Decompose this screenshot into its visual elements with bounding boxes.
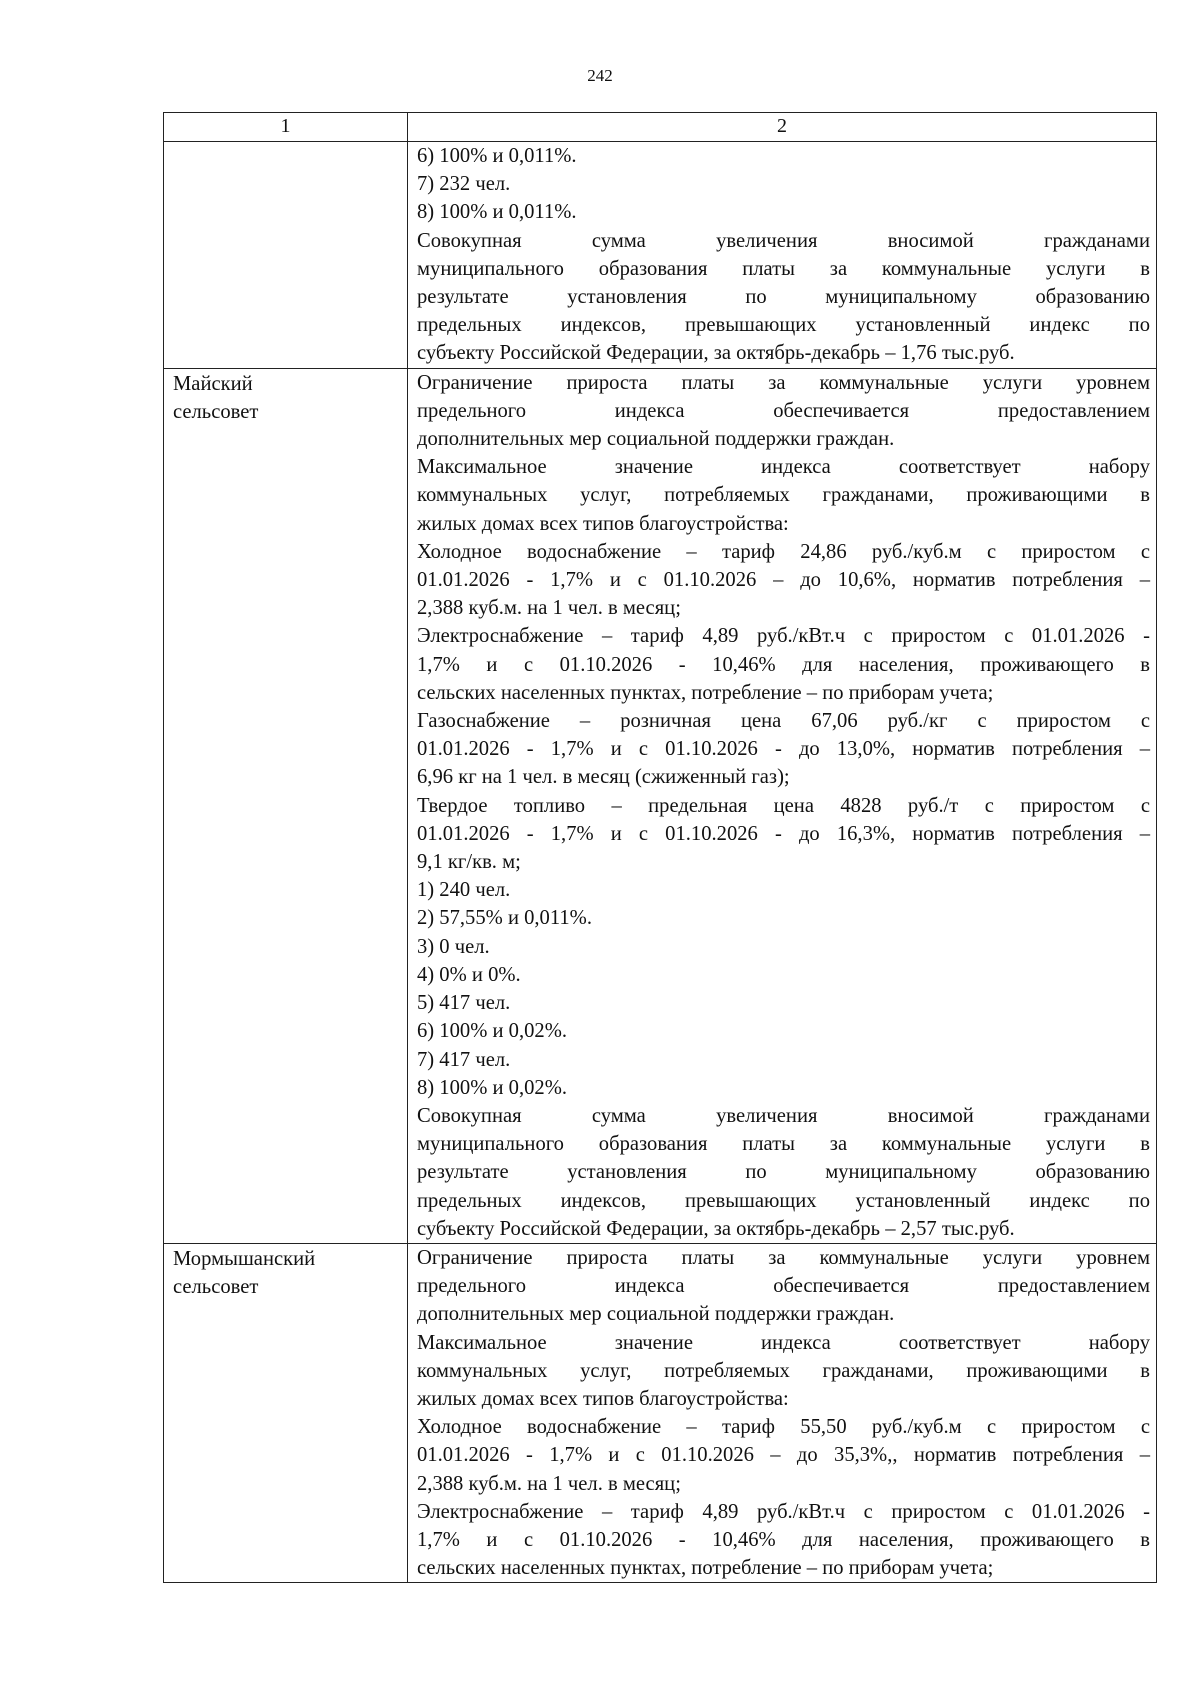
text-line: результате установления по муниципальному образованию bbox=[417, 1161, 1150, 1184]
text-line: Холодное водоснабжение – тариф 24,86 руб./куб.м с приростом с bbox=[417, 540, 1150, 563]
text-line: 6,96 кг на 1 чел. в месяц (сжиженный газ); bbox=[417, 766, 790, 789]
text-line: 01.01.2026 - 1,7% и с 01.10.2026 – до 10,6%, норматив потребления – bbox=[417, 569, 1150, 592]
text-line: предельных индексов, превышающих установленный индекс по bbox=[417, 1189, 1150, 1212]
text-line: Совокупная сумма увеличения вносимой гражданами bbox=[417, 229, 1150, 252]
text-line: коммунальных услуг, потребляемых гражданами, проживающими в bbox=[417, 1359, 1150, 1382]
header-col-1: 1 bbox=[164, 113, 408, 142]
text-line: Холодное водоснабжение – тариф 55,50 руб./куб.м с приростом с bbox=[417, 1416, 1150, 1439]
text-line: результате установления по муниципальному образованию bbox=[417, 286, 1150, 309]
text-line: Ограничение прироста платы за коммунальные услуги уровнем bbox=[417, 1246, 1150, 1269]
text-line: 1,7% и с 01.10.2026 - 10,46% для населения, проживающего в bbox=[417, 1528, 1150, 1551]
description-cell bbox=[408, 1243, 1157, 1582]
text-line: Твердое топливо – предельная цена 4828 руб./т с приростом с bbox=[417, 794, 1150, 817]
municipality-name-cell bbox=[164, 368, 408, 1243]
description-cell bbox=[408, 142, 1157, 369]
text-line: 7) 417 чел. bbox=[417, 1048, 511, 1071]
text-line: 4) 0% и 0%. bbox=[417, 963, 521, 986]
text-line: 3) 0 чел. bbox=[417, 935, 490, 958]
text-line: 2) 57,55% и 0,011%. bbox=[417, 907, 592, 930]
header-col-2: 2 bbox=[408, 113, 1157, 142]
municipality-name-cell bbox=[164, 1243, 408, 1582]
text-line: субъекту Российской Федерации, за октябрь-декабрь – 2,57 тыс.руб. bbox=[417, 1217, 1015, 1240]
text-line: муниципального образования платы за коммунальные услуги в bbox=[417, 257, 1150, 280]
text-line: Электроснабжение – тариф 4,89 руб./кВт.ч с приростом с 01.01.2026 - bbox=[417, 625, 1150, 648]
text-line: Совокупная сумма увеличения вносимой гражданами bbox=[417, 1104, 1150, 1127]
text-line: дополнительных мер социальной поддержки граждан. bbox=[417, 1303, 895, 1326]
text-line: 01.01.2026 - 1,7% и с 01.10.2026 - до 13,0%, норматив потребления – bbox=[417, 738, 1150, 761]
description-cell bbox=[408, 368, 1157, 1243]
text-line: 6) 100% и 0,011%. bbox=[417, 145, 577, 167]
text-line: 1) 240 чел. bbox=[417, 879, 511, 902]
text-line: Ограничение прироста платы за коммунальные услуги уровнем bbox=[417, 371, 1150, 394]
municipality-name-line: сельсовет bbox=[173, 400, 259, 423]
text-line: 9,1 кг/кв. м; bbox=[417, 851, 521, 874]
text-line: Максимальное значение индекса соответствует набору bbox=[417, 1331, 1150, 1354]
table-row bbox=[164, 368, 1157, 1243]
text-line: коммунальных услуг, потребляемых гражданами, проживающими в bbox=[417, 484, 1150, 507]
table-row bbox=[164, 142, 1157, 369]
text-line: предельного индекса обеспечивается предоставлением bbox=[417, 399, 1150, 422]
text-line: субъекту Российской Федерации, за октябрь-декабрь – 1,76 тыс.руб. bbox=[417, 342, 1015, 365]
text-line: 7) 232 чел. bbox=[417, 173, 511, 196]
text-line: Максимальное значение индекса соответствует набору bbox=[417, 456, 1150, 479]
text-line: 8) 100% и 0,02%. bbox=[417, 1076, 568, 1099]
page-number: 242 bbox=[587, 66, 613, 85]
text-line: 2,388 куб.м. на 1 чел. в месяц; bbox=[417, 597, 681, 620]
text-line: предельного индекса обеспечивается предоставлением bbox=[417, 1275, 1150, 1298]
text-line: предельных индексов, превышающих установленный индекс по bbox=[417, 314, 1150, 337]
text-line: жилых домах всех типов благоустройства: bbox=[417, 1387, 789, 1410]
text-line: дополнительных мер социальной поддержки граждан. bbox=[417, 428, 895, 451]
text-line: 6) 100% и 0,02%. bbox=[417, 1020, 568, 1043]
table-row bbox=[164, 1243, 1157, 1582]
text-line: 8) 100% и 0,011%. bbox=[417, 201, 577, 224]
text-line: 2,388 куб.м. на 1 чел. в месяц; bbox=[417, 1472, 681, 1495]
text-line: сельских населенных пунктах, потребление – по приборам учета; bbox=[417, 1557, 994, 1580]
municipality-name-line: сельсовет bbox=[173, 1276, 259, 1299]
text-line: муниципального образования платы за коммунальные услуги в bbox=[417, 1133, 1150, 1156]
text-line: 5) 417 чел. bbox=[417, 992, 511, 1015]
text-line: сельских населенных пунктах, потребление – по приборам учета; bbox=[417, 681, 994, 704]
text-line: жилых домах всех типов благоустройства: bbox=[417, 512, 789, 535]
municipality-name-line: Мормышанский bbox=[173, 1247, 316, 1270]
municipality-name-cell bbox=[164, 142, 408, 369]
municipality-name-line: Майский bbox=[173, 372, 253, 395]
text-line: 1,7% и с 01.10.2026 - 10,46% для населения, проживающего в bbox=[417, 653, 1150, 676]
text-line: Газоснабжение – розничная цена 67,06 руб./кг с приростом с bbox=[417, 710, 1150, 733]
table-header-row bbox=[164, 113, 1157, 142]
text-line: 01.01.2026 - 1,7% и с 01.10.2026 – до 35,3%,, норматив потребления – bbox=[417, 1444, 1150, 1467]
data-table bbox=[163, 112, 1157, 1583]
text-line: 01.01.2026 - 1,7% и с 01.10.2026 - до 16,3%, норматив потребления – bbox=[417, 822, 1150, 845]
text-line: Электроснабжение – тариф 4,89 руб./кВт.ч с приростом с 01.01.2026 - bbox=[417, 1500, 1150, 1523]
